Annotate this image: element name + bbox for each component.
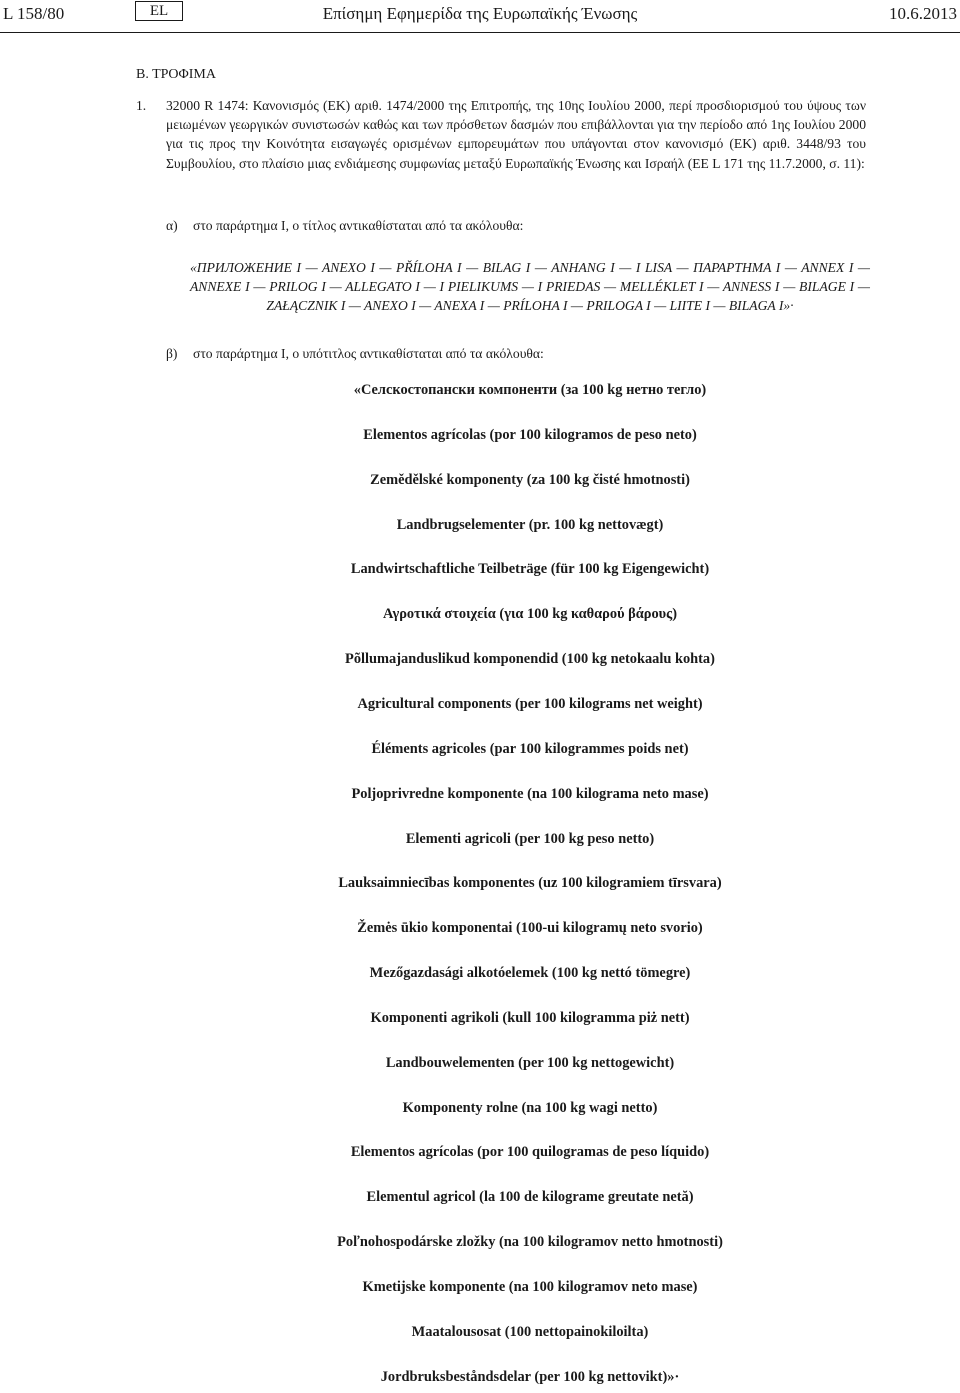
subpoint-b — [166, 346, 544, 362]
language-code-box: EL — [135, 1, 183, 21]
component-line: Komponenti agrikoli (kull 100 kilogramma piż nett) — [370, 1009, 690, 1026]
journal-title: Επίσημη Εφημερίδα της Ευρωπαϊκής Ένωσης — [322, 4, 638, 23]
journal-header — [0, 0, 960, 30]
component-line: Landbouwelementen (per 100 kg nettogewicht) — [385, 1054, 675, 1071]
component-line: Landbrugselementer (pr. 100 kg nettovægt) — [396, 516, 664, 533]
component-line: Põllumajanduslikud komponendid (100 kg netokaalu kohta) — [345, 651, 715, 668]
component-line: Kmetijske komponente (na 100 kilogramov neto mase) — [362, 1279, 698, 1295]
subpoint-a-text: στο παράρτημα Ι, ο τίτλος αντικαθίσταται από τα ακόλουθα: — [193, 218, 524, 233]
section-label: Β. ΤΡΟΦΙΜΑ — [136, 67, 216, 82]
component-line: Elementos agrícolas (por 100 quilogramas de peso líquido) — [350, 1144, 710, 1161]
component-line: Poljoprivredne komponente (na 100 kilograma neto mase) — [351, 785, 709, 802]
component-line: Mezőgazdasági alkotóelemek (100 kg nettó tömegre) — [369, 965, 691, 982]
subpoint-b-label: β) — [166, 346, 178, 361]
component-line: Maatalousosat (100 nettopainokiloilta) — [411, 1323, 649, 1340]
regulation-item — [136, 96, 866, 173]
subpoint-a — [166, 218, 523, 234]
component-line: Žemės ūkio komponentai (100-ui kilogramų neto svorio) — [357, 920, 703, 937]
component-line: Αγροτικά στοιχεία (για 100 kg καθαρού βάρους) — [383, 606, 677, 623]
item-number: 1. — [136, 98, 147, 113]
component-line: Elementul agricol (la 100 de kilograme greutate netă) — [366, 1189, 694, 1206]
subpoint-b-text: στο παράρτημα Ι, ο υπότιτλος αντικαθίσταται από τα ακόλουθα: — [193, 346, 544, 361]
subpoint-a-label: α) — [166, 218, 178, 233]
component-line: Lauksaimniecības komponentes (uz 100 kilogramiem tīrsvara) — [338, 875, 722, 892]
component-line: Jordbruksbeståndsdelar (per 100 kg nettovikt)»· — [380, 1368, 680, 1385]
component-line: Agricultural components (per 100 kilograms net weight) — [357, 695, 703, 712]
annex-title-multilingual: «ПРИЛОЖЕНИЕ I — ANEXO I — PŘÍLOHA I — BILAG I — ANHANG I — I LISA — ΠΑΡΑΡΤΗΜΑ I — ANNEX I — ANNEXE I — PRILOG I — ALLEGATO I — I PIELIKUMS — I PRIEDAS — MELLÉKLET I — ANNESS I — BILAGE I — ZAŁĄCZNIK I — ANEXO I — ANEXA I — PRÍLOHA I — PRILOGA I — LIITE I — BILAGA I»· — [190, 260, 870, 313]
component-line: Elementos agrícolas (por 100 kilogramos de peso neto) — [363, 426, 697, 443]
item-text: 32000 R 1474: Κανονισμός (ΕΚ) αριθ. 1474/2000 της Επιτροπής, της 10ης Ιουλίου 2000, περί προσδιορισμού του ύψους των μειωμένων γεωργικών συνιστωσών καθώς και των πρόσθετων δασμών που επιβάλλονται για την περίοδο από 1ης Ιουλίου 2000 για τις προς την Κοινότητα εισαγωγές ορισμένων εμπορευμάτων που υπάγονται στον κανονισμό (ΕΚ) αριθ. 3448/93 του Συμβουλίου, στο πλαίσιο μιας ενδιάμεσης συμφωνίας μεταξύ Ευρωπαϊκής Ένωσης και Ισραήλ (ΕΕ L 171 της 11.7.2000, σ. 11): — [166, 98, 866, 171]
component-line: Landwirtschaftliche Teilbeträge (für 100 kg Eigengewicht) — [350, 561, 710, 578]
component-line: Poľnohospodárske zložky (na 100 kilogramov netto hmotnosti) — [337, 1234, 723, 1251]
component-line: Éléments agricoles (par 100 kilogrammes poids net) — [371, 740, 689, 757]
component-line: Elementi agricoli (per 100 kg peso netto) — [405, 830, 655, 847]
component-line: Komponenty rolne (na 100 kg wagi netto) — [402, 1099, 658, 1116]
component-line: «Селскостопански компоненти (за 100 kg нетно тегло) — [353, 382, 707, 398]
issue-date: 10.6.2013 — [889, 4, 957, 23]
page-reference: L 158/80 — [3, 4, 65, 23]
component-line: Zemědělské komponenty (za 100 kg čisté hmotnosti) — [370, 471, 690, 488]
header-rule — [0, 32, 960, 33]
